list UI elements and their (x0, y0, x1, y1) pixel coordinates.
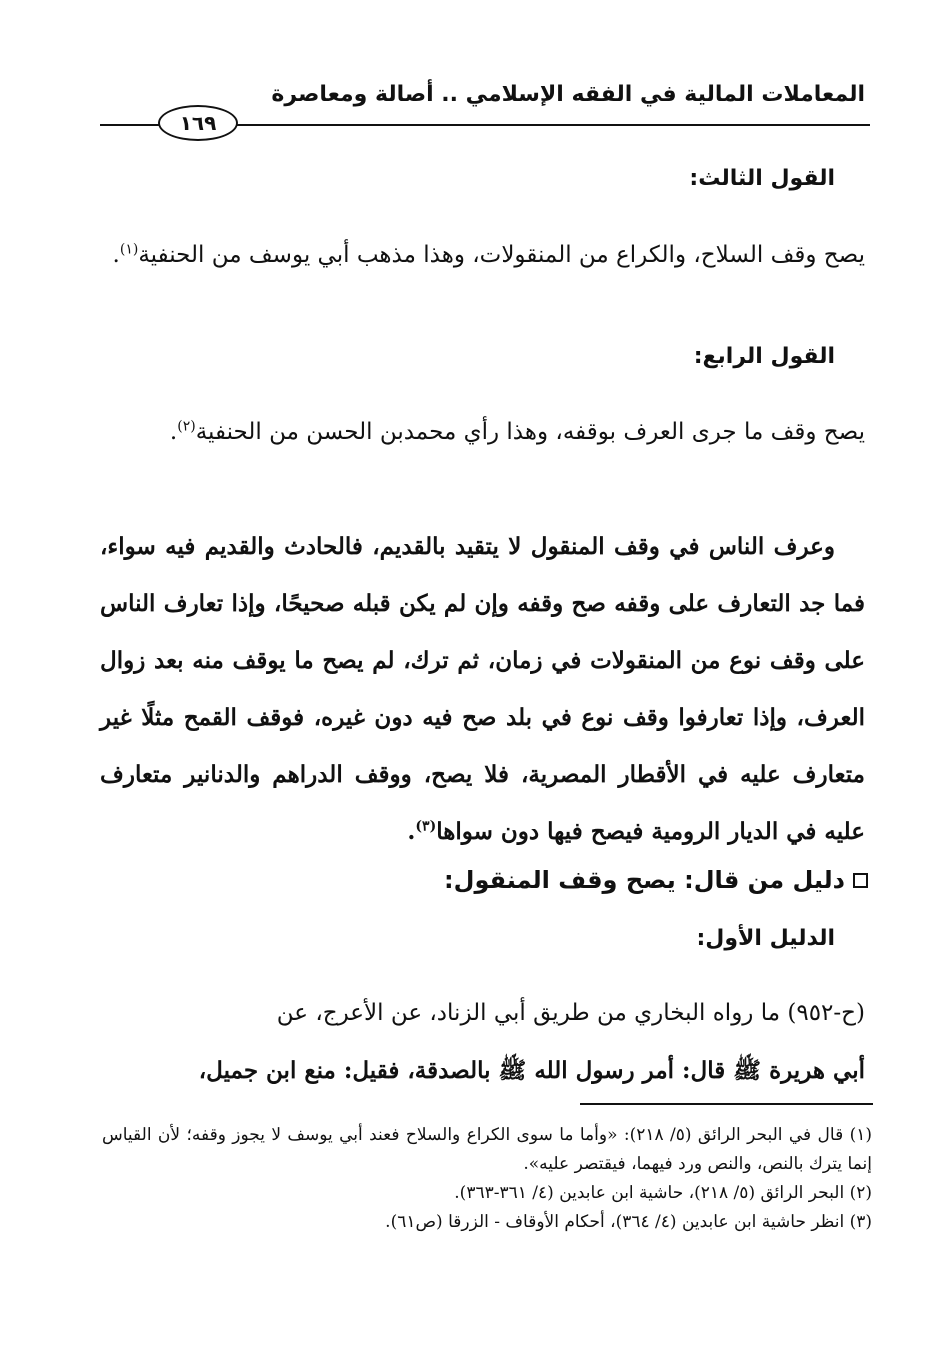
footnote-3: (٣) انظر حاشية ابن عابدين (٤/ ٣٦٤)، أحكام الأوقاف - الزرقا (ص٦١). (385, 1212, 872, 1232)
checkbox-icon (853, 873, 868, 888)
footnotes (102, 1121, 872, 1237)
evidence-section-title: دليل من قال: يصح وقف المنقول: (444, 866, 845, 894)
evidence-section-heading (444, 866, 868, 894)
custom-paragraph-text: وعرف الناس في وقف المنقول لا يتقيد بالقديم، فالحادث والقديم فيه سواء، فما جد التعارف على وقفه صح وقفه وإن لم يكن قبله صحيحًا، وإذا تعارف الناس على وقف نوع من المنقولات في زمان، ثم ترك، لم يصح ما يوقف منه بعد زوال العرف، وإذا تعارفوا وقف نوع في بلد صح فيه دون غيره، فوقف القمح مثلًا غير متعارف عليه في الأقطار المصرية، فلا يصح، ووقف الدراهم والدنانير متعارف عليه في الديار الرومية فيصح فيها دون سواها (100, 533, 865, 845)
first-evidence-heading: الدليل الأول: (696, 926, 835, 951)
footnote-ref-1: (١) (119, 241, 139, 258)
custom-paragraph: وعرف الناس في وقف المنقول لا يتقيد بالقديم، فالحادث والقديم فيه سواء، فما جد التعارف على وقفه صح وقفه وإن لم يكن قبله صحيحًا، وإذا تعارف الناس على وقف نوع من المنقولات في زمان، ثم ترك، لم يصح ما يوقف منه بعد زوال العرف، وإذا تعارفوا وقف نوع في بلد صح فيه دون غيره، فوقف القمح مثلًا غير متعارف عليه في الأقطار المصرية، فلا يصح، ووقف الدراهم والدنانير متعارف عليه في الديار الرومية فيصح فيها دون سواها$^{(٣)}$. (100, 533, 865, 845)
footnote-ref-2: (٢) (177, 418, 196, 435)
footnote-2: (٢) البحر الرائق (٥/ ٢١٨)، حاشية ابن عابدين (٤/ ٣٦١-٣٦٣). (454, 1183, 872, 1203)
page-number: ١٦٩ (158, 105, 238, 141)
third-opinion-paragraph: يصح وقف السلاح، والكراع من المنقولات، وهذا مذهب أبي يوسف من الحنفية$^{(١)}$. (112, 241, 865, 268)
hadith-text: أبي هريرة ﷺ قال: أمر رسول الله ﷺ بالصدقة، فقيل: منع ابن جميل، (198, 1057, 865, 1084)
hadith-intro: (ح-٩٥٢) ما رواه البخاري من طريق أبي الزناد، عن الأعرج، عن (276, 1000, 865, 1026)
footnote-rule (580, 1103, 873, 1105)
hadith-paragraph (100, 985, 865, 1099)
third-opinion-text: يصح وقف السلاح، والكراع من المنقولات، وهذا مذهب أبي يوسف من الحنفية (138, 242, 865, 268)
fourth-opinion-text: يصح وقف ما جرى العرف بوقفه، وهذا رأي محمدبن الحسن من الحنفية (195, 419, 865, 445)
third-opinion-heading: القول الثالث: (689, 166, 835, 191)
footnote-ref-3: (٣) (415, 818, 437, 835)
running-header: المعاملات المالية في الفقه الإسلامي .. أصالة ومعاصرة (271, 82, 865, 107)
fourth-opinion-heading: القول الرابع: (693, 344, 835, 369)
footnote-1: (١) قال في البحر الرائق (٥/ ٢١٨): «وأما ما سوى الكراع والسلاح فعند أبي يوسف لا يجوز وقفه؛ لأن القياس إنما يترك بالنص، والنص ورد فيهما، فيقتصر عليه». (102, 1125, 872, 1174)
fourth-opinion-paragraph: يصح وقف ما جرى العرف بوقفه، وهذا رأي محمدبن الحسن من الحنفية$^{(٢)}$. (169, 418, 865, 445)
